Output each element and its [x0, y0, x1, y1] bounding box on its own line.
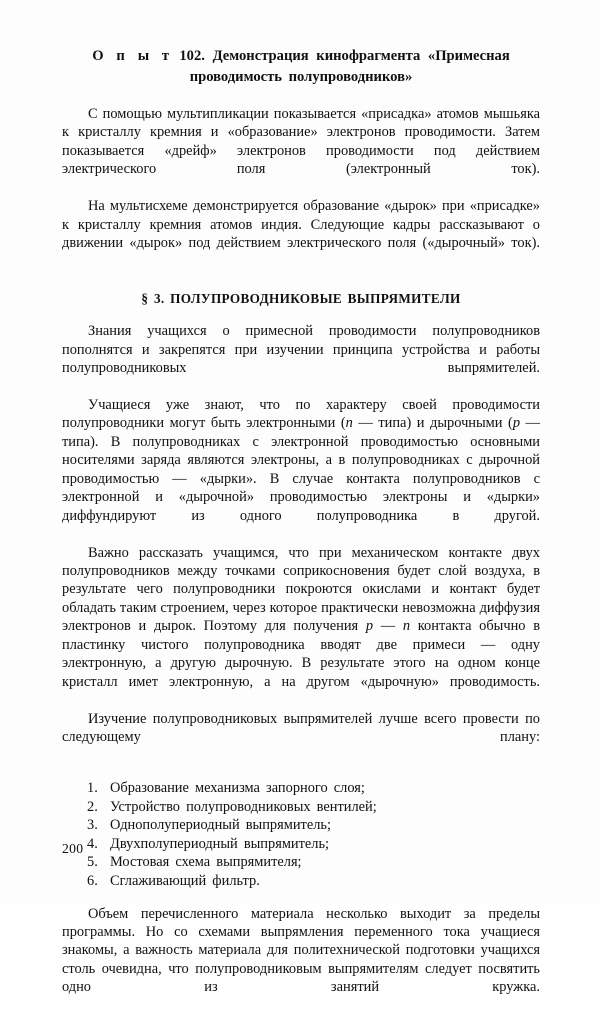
- paragraph-plan-intro: Изучение полупроводниковых выпрямителей лучше всего провести по следующему плану:: [62, 710, 540, 746]
- paragraph-final: Объем перечисленного материала несколько выходит за пределы программы. Но со схемами выпрямления переменного тока учащиеся знакомы, а важность материала для политехнической подготовки учащихся столь очевидна, что полупроводниковым выпрямителям следует посвятить одно из занятий кружка.: [62, 905, 540, 996]
- page-content: [62, 46, 540, 1015]
- variable-n: n: [402, 618, 411, 635]
- experiment-title-line1: Демонстрация кинофрагмента «Примесная: [212, 48, 510, 64]
- list-item: [62, 853, 540, 872]
- list-item-label: Устройство полупроводниковых вентилей;: [110, 798, 377, 815]
- variable-n: n: [345, 415, 353, 432]
- section-heading: § 3. ПОЛУПРОВОДНИКОВЫЕ ВЫПРЯМИТЕЛИ: [141, 291, 461, 307]
- list-item: [62, 798, 540, 817]
- list-item-label: Однополупериодный выпрямитель;: [110, 817, 331, 834]
- list-item-number: 2.: [87, 798, 98, 815]
- experiment-heading: [62, 46, 540, 88]
- list-item-label: Сглаживающий фильтр.: [110, 872, 260, 889]
- list-item-label: Двухполупериодный выпрямитель;: [110, 835, 330, 852]
- text-run: — типа). В полупроводниках с электронной проводимостью основными носителями заряда являются электроны, а в полупроводниках с дырочной проводимостью — «дырки». В случае контакта полупроводников с электронной и «дырочной» проводимостью электроны и «дырки» диффундируют из одного полупроводника в другой.: [62, 415, 540, 524]
- paragraph-contact: [62, 544, 540, 710]
- text-run: Учащиеся уже знают, что по характеру своей проводимости полупроводники могут быть электронными (: [62, 396, 540, 432]
- text-run: — типа) и дырочными (: [352, 415, 513, 432]
- list-item: [62, 779, 540, 798]
- text-run: —: [373, 618, 403, 635]
- experiment-label: О п ы т: [92, 48, 172, 64]
- list-item-label: Образование механизма запорного слоя;: [110, 779, 365, 796]
- variable-p: p: [365, 618, 374, 635]
- page-number: 200: [62, 841, 84, 856]
- list-item-number: 1.: [87, 779, 98, 796]
- paragraph-conductivity-types: [62, 396, 540, 544]
- list-item-number: 6.: [87, 872, 98, 889]
- list-item: [62, 816, 540, 835]
- list-item-label: Мостовая схема выпрямителя;: [110, 854, 302, 871]
- plan-list: [62, 779, 540, 891]
- list-item-number: 4.: [87, 835, 98, 852]
- list-item-number: 3.: [87, 817, 98, 834]
- list-item: [62, 835, 540, 854]
- list-item-number: 5.: [87, 854, 98, 871]
- experiment-title-line2: проводимость полупроводников»: [189, 69, 413, 85]
- paragraph-intro-2: На мультисхеме демонстрируется образование «дырок» при «присадке» к кристаллу кремния атомов индия. Следующие кадры рассказывают о движении «дырок» под действием электрического поля («дырочный» ток).: [62, 198, 540, 252]
- paragraph-knowledge: Знания учащихся о примесной проводимости полупроводников пополнятся и закрепятся при изучении принципа устройства и работы полупроводниковых выпрямителей.: [62, 323, 540, 376]
- experiment-number: 102.: [179, 48, 205, 64]
- list-item: [62, 872, 540, 891]
- paragraph-intro-1: С помощью мультипликации показывается «присадка» атомов мышьяка к кристаллу кремния и «образование» электронов проводимости. Затем показывается «дрейф» электронов проводимости под действием электрического поля (электронный ток).: [62, 106, 540, 178]
- variable-p: p: [512, 415, 521, 432]
- text-run: контакта обычно в пластинку чистого полупроводника вводят две примеси — одну электронную, а другую дырочную. В результате этого на одном конце кристалл имет электронную, а на другом «дырочную» проводимость.: [62, 618, 540, 690]
- text-run: Важно рассказать учащимся, что при механическом контакте двух полупроводников между точками соприкосновения будет слой воздуха, в результате чего полупроводники покроются окислами и контакт будет обладать таким строением, через которое практически невозможна диффузия электронов и дырок. Поэтому для получения: [62, 544, 540, 635]
- experiment-heading-line1: [62, 46, 540, 67]
